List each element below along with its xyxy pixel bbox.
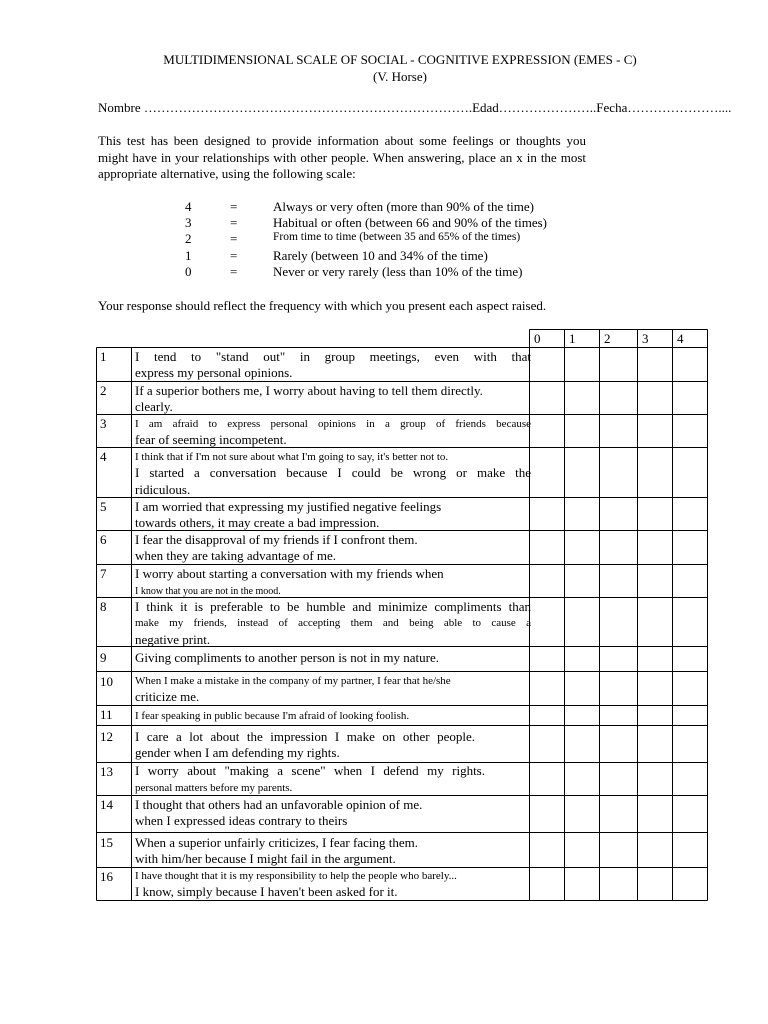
item-line: I know that you are not in the mood. <box>135 586 281 598</box>
item-number: 8 <box>100 599 107 614</box>
item-line: If a superior bothers me, I worry about having to tell them directly. <box>135 383 483 398</box>
item-line: I am worried that expressing my justified negative feelings <box>135 499 442 514</box>
item-line: when I expressed ideas contrary to theirs <box>135 813 348 829</box>
fields-line: Nombre ………………………………………………………………….Edad…………………..Fecha………………….... <box>98 100 732 115</box>
item-line: clearly. <box>135 399 173 415</box>
item-number: 10 <box>100 674 113 689</box>
item-line: I think it is preferable to be humble and minimize compliments than <box>135 599 531 614</box>
title: MULTIDIMENSIONAL SCALE OF SOCIAL - COGNITIVE EXPRESSION (EMES - C) <box>163 52 637 67</box>
item-text <box>135 650 531 666</box>
item-line: towards others, it may create a bad impression. <box>135 515 380 531</box>
item-line: negative print. <box>135 631 211 647</box>
item-text <box>135 449 531 498</box>
item-number: 7 <box>100 566 107 581</box>
item-text <box>135 532 531 565</box>
item-line: When a superior unfairly criticizes, I fear facing them. <box>135 835 418 850</box>
item-text <box>135 763 531 797</box>
item-line: I fear speaking in public because I'm afraid of looking foolish. <box>135 710 410 722</box>
item-line: personal matters before my parents. <box>135 782 293 795</box>
scale-equals: = <box>230 231 238 247</box>
item-number: 4 <box>100 449 107 464</box>
item-line: I thought that others had an unfavorable opinion of me. <box>135 797 423 812</box>
scale-equals: = <box>230 247 238 263</box>
item-number: 12 <box>100 729 113 744</box>
item-number: 15 <box>100 835 113 850</box>
item-line: I started a conversation because I could be wrong or make the <box>135 465 531 481</box>
item-line: I am afraid to express personal opinions in a group of friends because <box>135 418 531 430</box>
column-header-2: 2 <box>604 331 611 346</box>
item-number: 2 <box>100 383 107 398</box>
scale-desc: Always or very often (more than 90% of the time) <box>273 199 535 214</box>
item-line: criticize me. <box>135 689 200 705</box>
item-text <box>135 835 531 868</box>
item-line: I think that if I'm not sure about what I'm going to say, it's better not to. <box>135 451 449 463</box>
column-header-4: 4 <box>677 331 684 346</box>
scale-desc: Habitual or often (between 66 and 90% of the times) <box>273 215 547 231</box>
item-line: when they are taking advantage of me. <box>135 548 337 564</box>
scale-equals: = <box>230 215 238 231</box>
column-header-1: 1 <box>569 331 576 346</box>
item-line: I have thought that it is my responsibility to help the people who barely... <box>135 870 457 882</box>
item-number: 3 <box>100 416 107 431</box>
item-text <box>135 416 531 449</box>
scale-value: 3 <box>185 215 192 231</box>
item-line: express my personal opinions. <box>135 365 293 381</box>
scale-value: 0 <box>185 263 192 279</box>
scale-equals: = <box>230 199 238 214</box>
item-number: 11 <box>100 707 113 722</box>
item-line: ridiculous. <box>135 481 191 497</box>
item-line: Giving compliments to another person is not in my nature. <box>135 650 440 665</box>
item-number: 13 <box>100 764 113 779</box>
item-text <box>135 729 531 762</box>
item-line: I fear the disapproval of my friends if I confront them. <box>135 532 418 547</box>
item-number: 5 <box>100 499 107 514</box>
subtitle: (V. Horse) <box>373 69 427 84</box>
scale-desc: Never or very rarely (less than 10% of the time) <box>273 263 523 279</box>
item-line: with him/her because I might fail in the argument. <box>135 851 396 867</box>
scale-desc: Rarely (between 10 and 34% of the time) <box>273 247 488 263</box>
item-number: 14 <box>100 797 113 812</box>
scale-equals: = <box>230 263 238 279</box>
item-text <box>135 797 531 830</box>
item-line: I care a lot about the impression I make on other people. <box>135 729 475 744</box>
item-text <box>135 499 531 532</box>
item-text <box>135 349 531 382</box>
item-line: I tend to "stand out" in group meetings, even with that <box>135 349 531 364</box>
item-line: fear of seeming incompetent. <box>135 432 287 448</box>
item-text <box>135 707 531 724</box>
item-text <box>135 599 531 648</box>
item-text <box>135 383 531 416</box>
item-line: I know, simply because I haven't been asked for it. <box>135 884 398 900</box>
item-text <box>135 868 531 901</box>
scale-value: 1 <box>185 247 192 263</box>
scale-value: 4 <box>185 199 192 214</box>
item-text <box>135 566 531 601</box>
item-number: 6 <box>100 532 107 547</box>
scale-value: 2 <box>185 231 192 247</box>
item-number: 9 <box>100 650 107 665</box>
item-line: make my friends, instead of accepting them and being able to cause a <box>135 617 531 630</box>
item-line: gender when I am defending my rights. <box>135 745 340 761</box>
column-header-0: 0 <box>534 331 541 346</box>
instruction: Your response should reflect the frequency with which you present each aspect raised. <box>98 298 547 313</box>
item-line: I worry about starting a conversation with my friends when <box>135 566 444 581</box>
column-header-3: 3 <box>642 331 649 346</box>
item-number: 16 <box>100 869 113 884</box>
item-number: 1 <box>100 349 107 364</box>
item-text <box>135 673 531 706</box>
scale-desc: From time to time (between 35 and 65% of the times) <box>273 231 521 244</box>
item-line: I worry about "making a scene" when I defend my rights. <box>135 763 485 778</box>
intro-paragraph: This test has been designed to provide information about some feelings or thoughts you might have in your relationships with other people. When answering, place an x in the most appropriate alternative, using the following scale: <box>98 133 586 181</box>
item-line: When I make a mistake in the company of my partner, I fear that he/she <box>135 675 451 687</box>
